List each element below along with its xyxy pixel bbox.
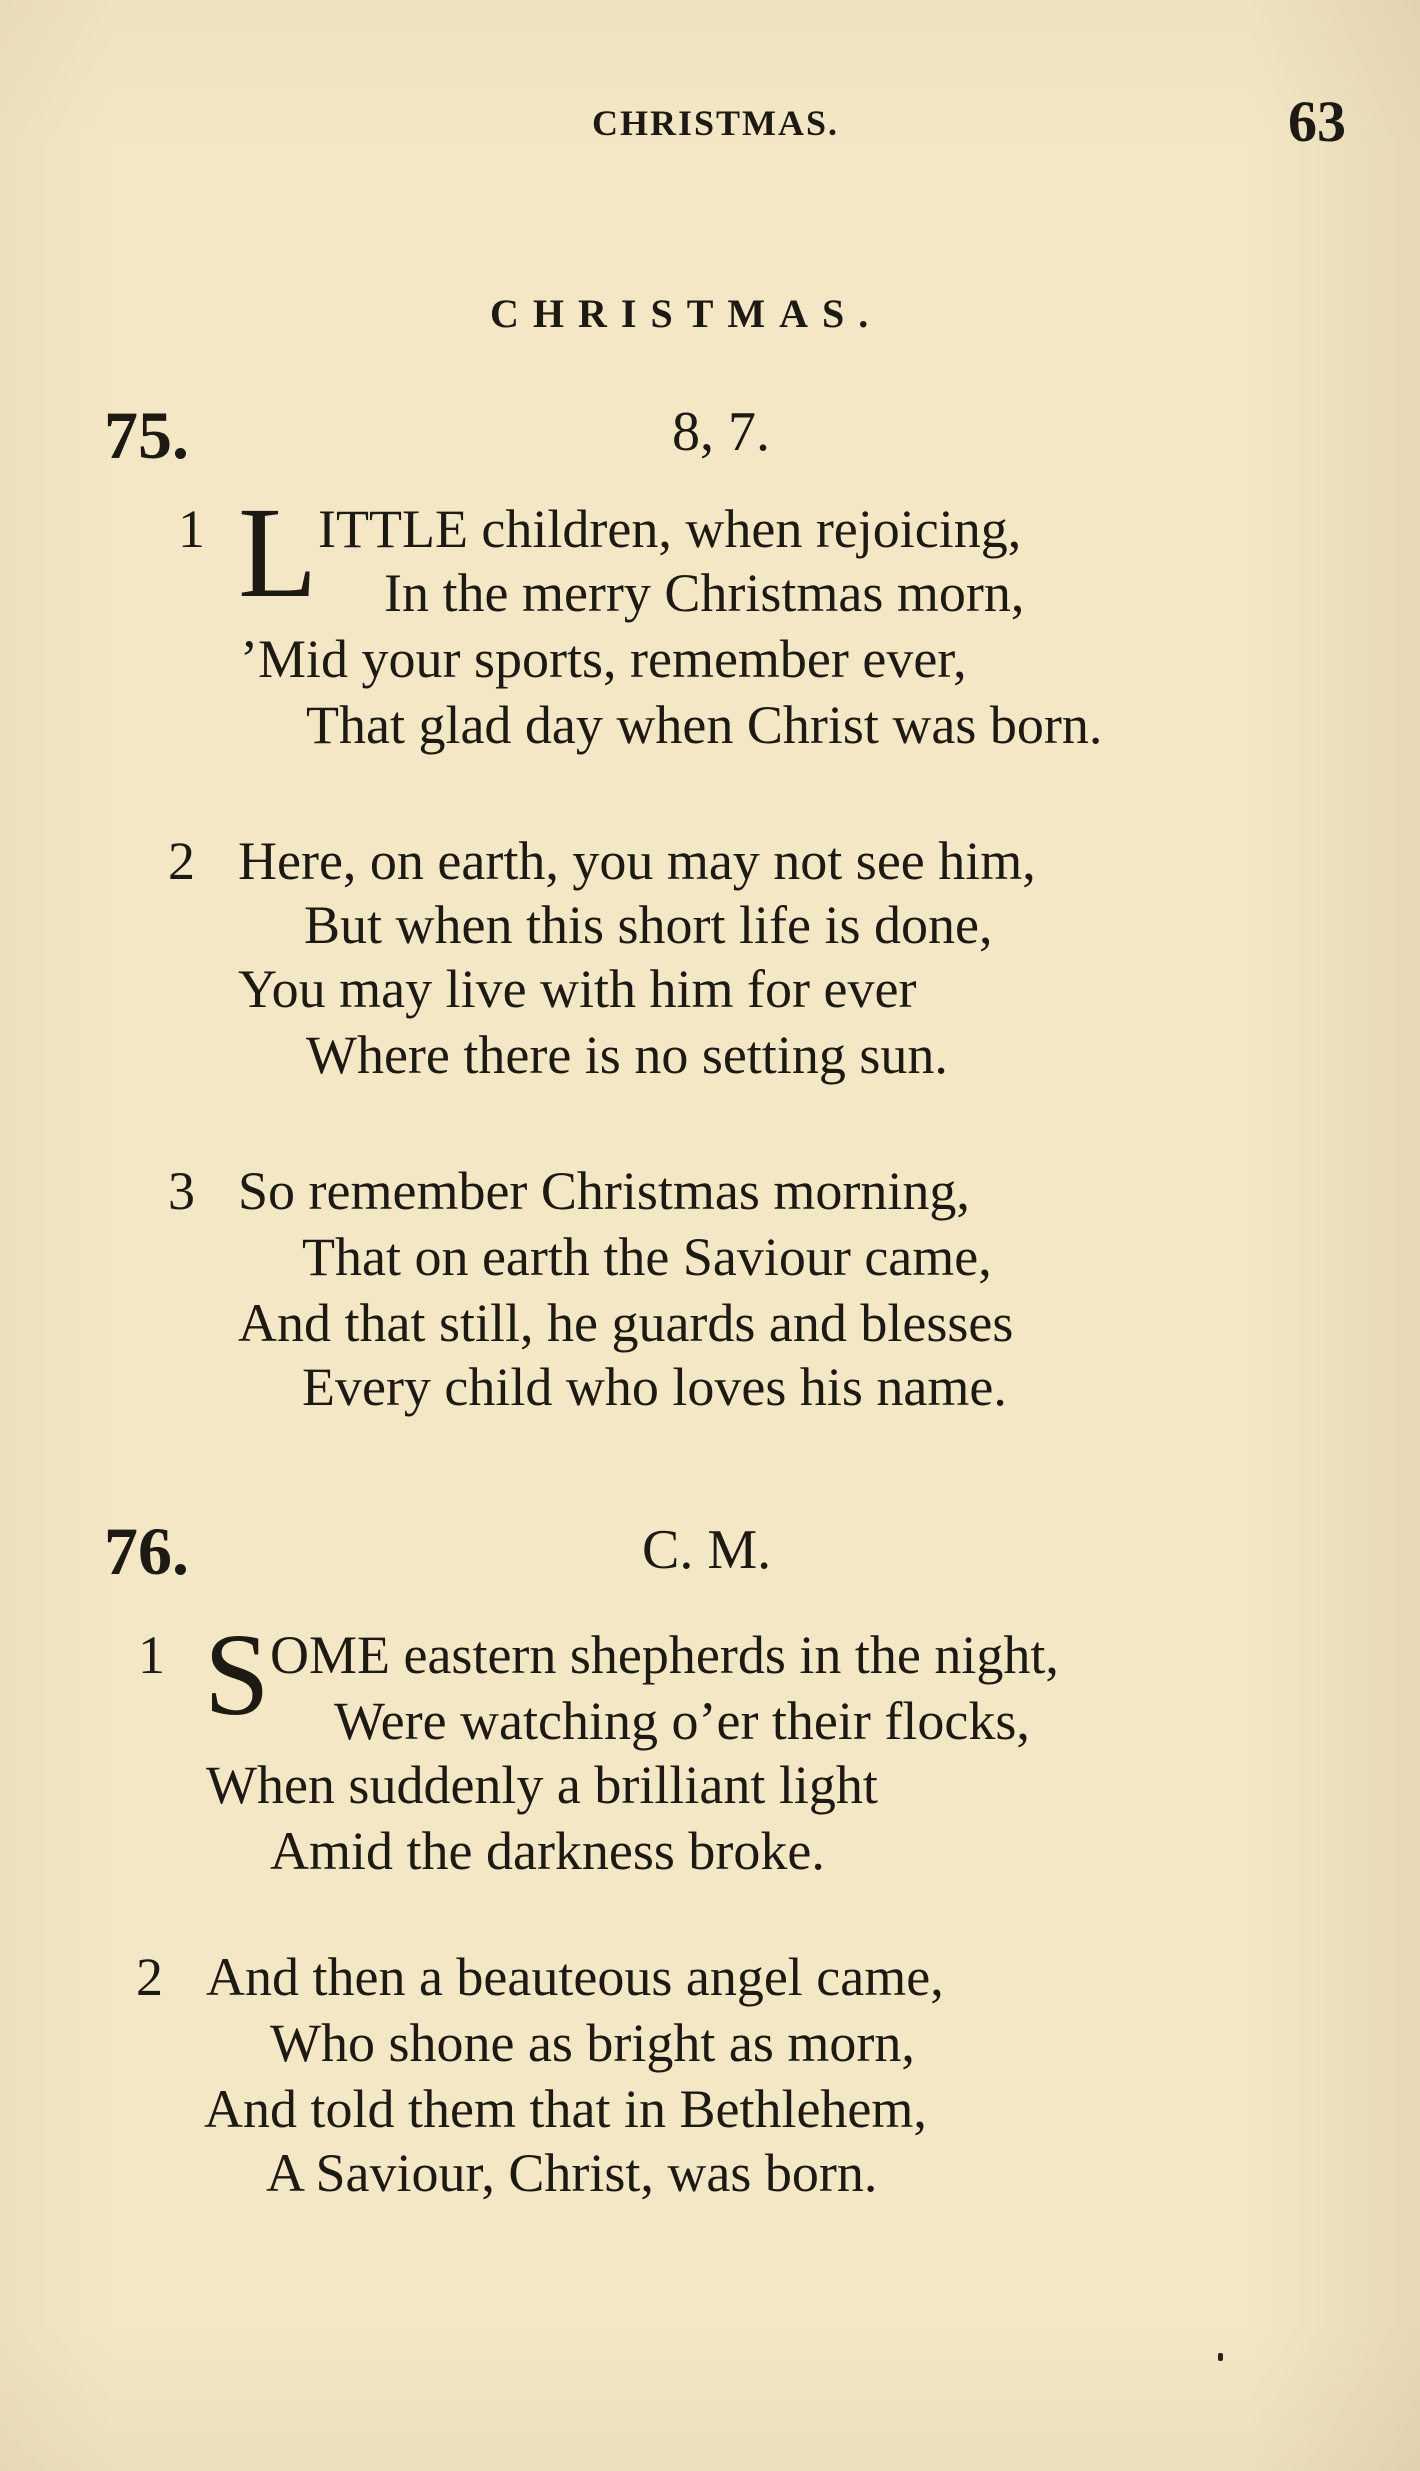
verse-line: And then a beauteous angel came, xyxy=(206,1947,944,2007)
verse-line: Where there is no setting sun. xyxy=(306,1025,948,1085)
verse-line: Here, on earth, you may not see him, xyxy=(238,831,1036,891)
page-number: 63 xyxy=(1288,89,1346,154)
verse-line: And that still, he guards and blesses xyxy=(238,1293,1014,1353)
verse-line: Who shone as bright as morn, xyxy=(270,2013,915,2073)
verse-line: ITTLE children, when rejoicing, xyxy=(318,499,1022,559)
verse-line: OME eastern shepherds in the night, xyxy=(270,1625,1059,1685)
hymn-meter: C. M. xyxy=(642,1519,772,1581)
drop-cap: L xyxy=(238,481,318,625)
section-title: CHRISTMAS. xyxy=(490,291,883,336)
verse-line: Amid the darkness broke. xyxy=(270,1821,825,1881)
verse-line: That glad day when Christ was born. xyxy=(306,695,1103,755)
verse-number: 3 xyxy=(168,1161,195,1221)
verse-line: And told them that in Bethlehem, xyxy=(204,2079,927,2139)
verse-line: ’Mid your sports, remember ever, xyxy=(240,629,967,689)
verse-line: Were watching o’er their flocks, xyxy=(334,1691,1030,1751)
verse-line: A Saviour, Christ, was born. xyxy=(266,2143,878,2203)
verse-number: 2 xyxy=(168,831,195,891)
verse-number: 1 xyxy=(178,499,205,559)
verse-line: Every child who loves his name. xyxy=(302,1357,1007,1417)
verse-line: But when this short life is done, xyxy=(304,895,993,955)
drop-cap: S xyxy=(204,1609,270,1740)
verse-line: So remember Christmas morning, xyxy=(238,1161,970,1221)
running-title: CHRISTMAS. xyxy=(592,103,840,143)
hymn-meter: 8, 7. xyxy=(672,401,770,463)
verse-line: When suddenly a brilliant light xyxy=(206,1755,878,1815)
verse-line: You may live with him for ever xyxy=(238,959,917,1019)
verse-number: 2 xyxy=(136,1947,163,2007)
ink-speck xyxy=(1218,2353,1223,2361)
hymn-number: 75. xyxy=(104,397,189,473)
verse-line: In the merry Christmas morn, xyxy=(384,563,1025,623)
verse-line: That on earth the Saviour came, xyxy=(302,1227,992,1287)
verse-number: 1 xyxy=(138,1625,165,1685)
hymn-number: 76. xyxy=(104,1513,189,1589)
